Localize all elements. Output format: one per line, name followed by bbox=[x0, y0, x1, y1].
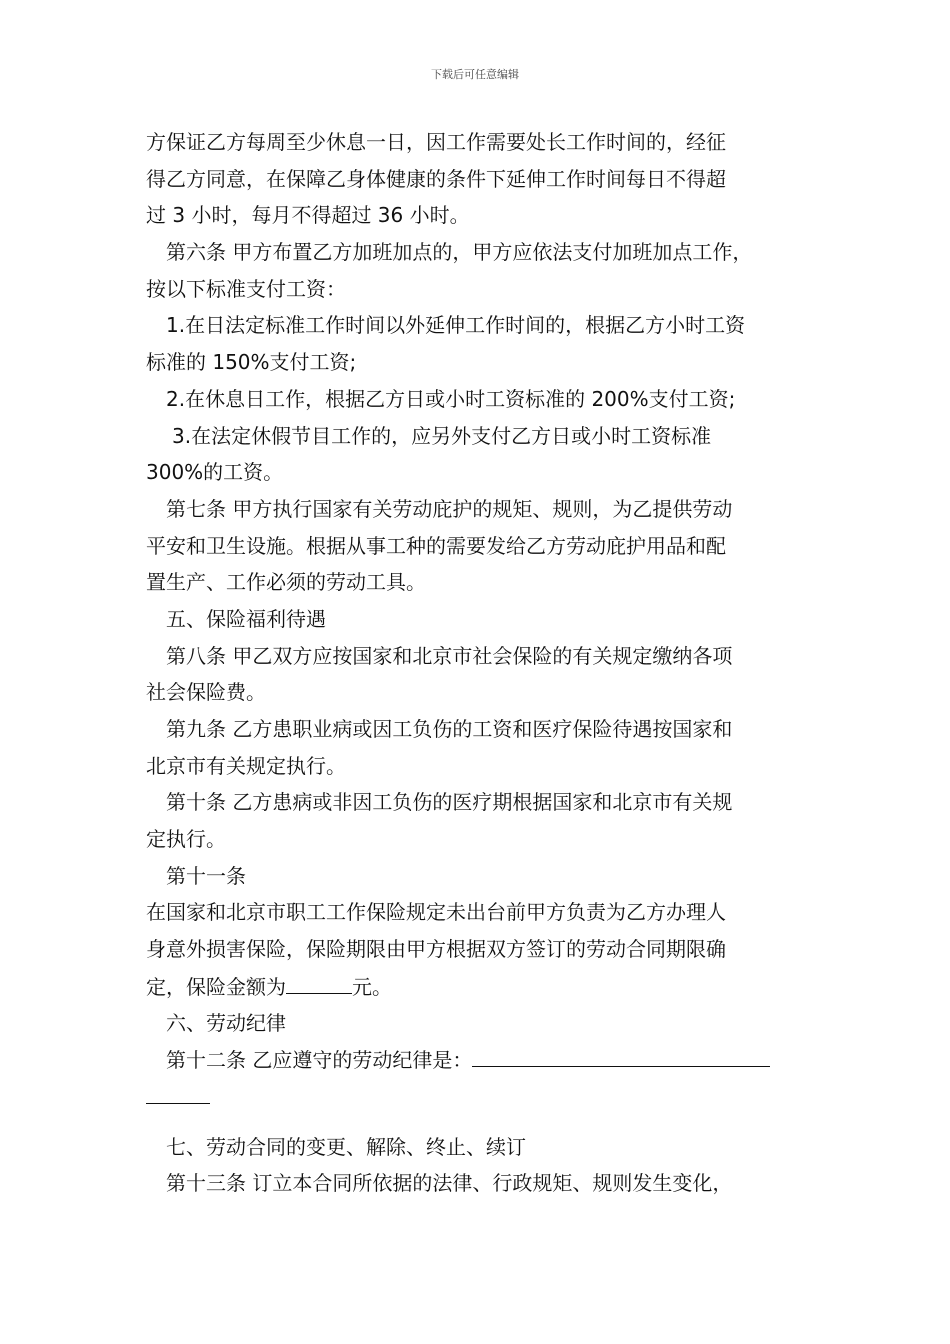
insurance-amount-line bbox=[146, 968, 818, 1005]
article-13: 第十三条 订立本合同所依据的法律、行政规矩、规则发生变化， bbox=[166, 1171, 733, 1196]
document-body bbox=[146, 124, 818, 1202]
text-line: 方保证乙方每周至少休息一日，因工作需要处长工作时间的，经征 bbox=[146, 130, 726, 154]
blank-continuation-line bbox=[146, 1078, 818, 1115]
text-line: 过 3 小时，每月不得超过 36 小时。 bbox=[146, 203, 470, 228]
page-header: 下载后可任意编辑 bbox=[431, 68, 519, 81]
text-line: 得乙方同意，在保障乙身体健康的条件下延伸工作时间每日不得超 bbox=[146, 166, 726, 191]
text-line: 在国家和北京市职工工作保险规定未出台前甲方负责为乙方办理人 bbox=[146, 900, 726, 925]
list-item-3: 3.在法定休假节目工作的，应另外支付乙方日或小时工资标准 bbox=[172, 423, 712, 448]
section-heading-5: 五、保险福利待遇 bbox=[166, 606, 326, 631]
insurance-amount-blank bbox=[286, 968, 352, 994]
text-line: 平安和卫生设施。根据从事工种的需要发给乙方劳动庇护用品和配 bbox=[146, 533, 726, 558]
text-fragment: 元。 bbox=[352, 974, 392, 999]
text-line: 置生产、工作必须的劳动工具。 bbox=[146, 570, 426, 595]
text-line: 身意外损害保险，保险期限由甲方根据双方签订的劳动合同期限确 bbox=[146, 937, 726, 962]
article-11-title: 第十一条 bbox=[166, 863, 246, 888]
text-line: 标准的 150%支付工资; bbox=[146, 350, 357, 375]
discipline-blank-tail bbox=[146, 1078, 210, 1104]
text-fragment: 第十二条 乙应遵守的劳动纪律是： bbox=[166, 1048, 473, 1073]
article-6: 第六条 甲方布置乙方加班加点的，甲方应依法支付加班加点工作， bbox=[166, 240, 753, 265]
section-heading-6: 六、劳动纪律 bbox=[166, 1010, 286, 1035]
text-line: 定执行。 bbox=[146, 827, 226, 852]
discipline-blank bbox=[472, 1041, 770, 1067]
text-line: 社会保险费。 bbox=[146, 680, 266, 705]
article-8: 第八条 甲乙双方应按国家和北京市社会保险的有关规定缴纳各项 bbox=[166, 643, 733, 668]
section-heading-7: 七、劳动合同的变更、解除、终止、续订 bbox=[166, 1134, 526, 1159]
text-line: 北京市有关规定执行。 bbox=[146, 753, 346, 778]
spacer bbox=[146, 1115, 818, 1129]
list-item-2: 2.在休息日工作，根据乙方日或小时工资标准的 200%支付工资; bbox=[166, 386, 736, 411]
article-12 bbox=[146, 1041, 818, 1078]
article-9: 第九条 乙方患职业病或因工负伤的工资和医疗保险待遇按国家和 bbox=[166, 717, 733, 741]
text-line: 300%的工资。 bbox=[146, 460, 284, 485]
article-7: 第七条 甲方执行国家有关劳动庇护的规矩、规则，为乙提供劳动 bbox=[166, 496, 733, 521]
text-line: 按以下标准支付工资： bbox=[146, 276, 346, 301]
list-item-1: 1.在日法定标准工作时间以外延伸工作时间的，根据乙方小时工资 bbox=[166, 313, 746, 338]
text-fragment: 定，保险金额为 bbox=[146, 974, 286, 999]
article-10: 第十条 乙方患病或非因工负伤的医疗期根据国家和北京市有关规 bbox=[166, 790, 733, 815]
